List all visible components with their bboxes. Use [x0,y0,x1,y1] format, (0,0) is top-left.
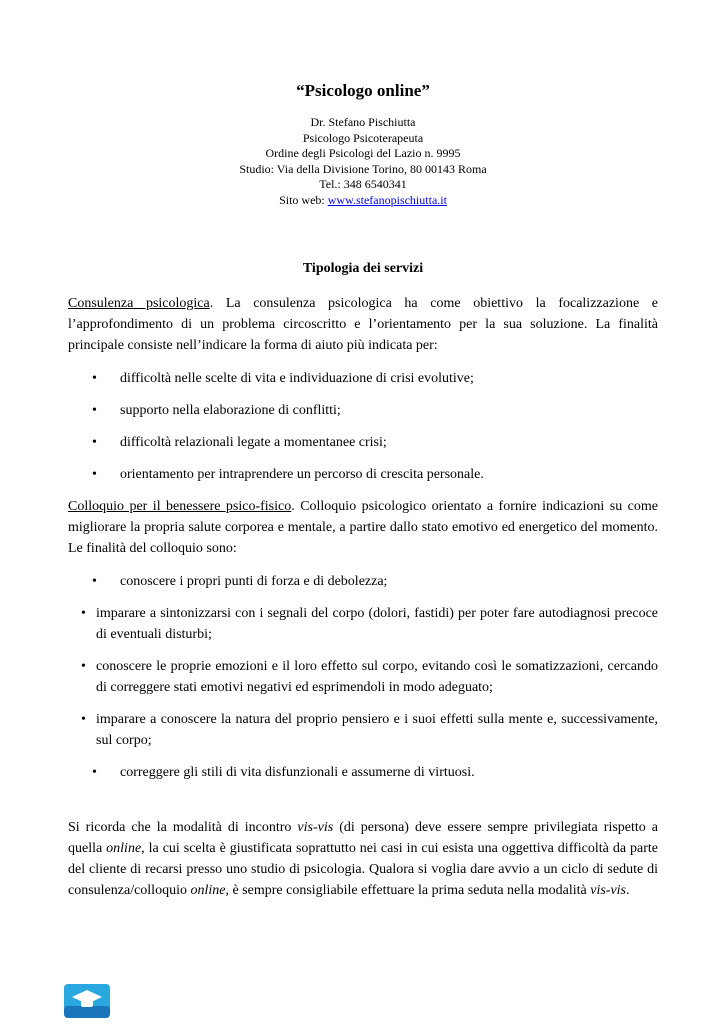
list-item-text: difficoltà nelle scelte di vita e individuazione di crisi evolutive; [120,371,474,386]
list-item [68,656,658,698]
list-item-text: supporto nella elaborazione di conflitti; [120,403,341,418]
list-item-text: conoscere le proprie emozioni e il loro effetto sul corpo, evitando così le somatizzazioni, cercando di correggere stati emotivi negativi ed esprimendoli in modo adeguato; [96,659,658,695]
paragraph-colloquio [68,496,658,559]
contact-role: Psicologo Psicoterapeuta [302,130,424,145]
website-label: Sito web: [279,192,328,207]
bullet-icon: • [92,574,97,589]
closing-italic-vis-vis: vis-vis [590,883,626,898]
list-item [68,603,658,645]
list-item-text: imparare a conoscere la natura del proprio pensiero e i suoi effetti sulla mente e, successivamente, sul corpo; [96,712,658,748]
list-item-text: orientamento per intraprendere un percorso di crescita personale. [120,467,484,482]
list-item-text: correggere gli stili di vita disfunzionali e assumerne di virtuosi. [120,765,475,780]
website-link[interactable]: www.stefanopischiutta.it [327,192,447,207]
list-item [68,432,658,453]
bullet-icon: • [81,659,86,674]
list-item [68,571,658,592]
contact-address: Studio: Via della Divisione Torino, 80 00143 Roma [239,161,487,176]
closing-text: (di persona) deve essere sempre privilegiata rispetto a quella [68,820,658,856]
bullet-icon: • [92,371,97,386]
contact-block [68,115,658,208]
closing-paragraph [68,817,658,901]
closing-italic-online: online [106,841,142,856]
closing-text: Si ricorda che la modalità di incontro [68,820,298,835]
paragraph-colloquio-text: . Colloquio psicologico orientato a fornire indicazioni su come migliorare la propria salute corporea e mentale, a partire dallo stato emotivo ed energetico del momento. Le finalità del colloquio sono: [68,499,658,556]
bullet-icon: • [92,765,97,780]
bullet-icon: • [92,403,97,418]
paragraph-consulenza-lead: Consulenza psicologica [68,296,210,311]
contact-name: Dr. Stefano Pischiutta [310,115,416,129]
colloquio-bullet-list [68,571,658,783]
services-section-title: Tipologia dei servizi [302,261,424,276]
closing-italic-vis-vis: vis-vis [297,820,334,835]
bullet-icon: • [81,606,86,621]
list-item [68,762,658,783]
list-item [68,368,658,389]
closing-text: , è sempre consigliabile effettuare la prima seduta nella modalità [225,883,591,898]
paragraph-consulenza [68,293,658,356]
contact-register-number: Ordine degli Psicologi del Lazio n. 9995 [265,146,461,160]
bullet-icon: • [92,467,97,482]
list-item [68,709,658,751]
list-item-text: imparare a sintonizzarsi con i segnali del corpo (dolori, fastidi) per poter fare autodiagnosi precoce di eventuali disturbi; [96,606,658,642]
list-item [68,464,658,485]
contact-website-row [68,193,658,209]
paragraph-colloquio-lead: Colloquio per il benessere psico-fisico [68,499,292,514]
bullet-icon: • [92,435,97,450]
list-item-text: conoscere i propri punti di forza e di debolezza; [120,574,388,589]
bullet-icon: • [81,712,86,727]
paragraph-consulenza-text: . La consulenza psicologica ha come obiettivo la focalizzazione e l’approfondimento di un problema circoscritto e l’orientamento per la sua soluzione. La finalità principale consiste nell’indicare la forma di aiuto più indicata per: [68,296,658,353]
closing-text: , la cui scelta è giustificata soprattutto nei casi in cui esista una oggettiva difficoltà da parte del cliente di recarsi presso uno studio di psicologia. Qualora si voglia dare avvio a un ciclo di sedute di consulenza/colloquio [68,841,658,898]
contact-phone: Tel.: 348 6540341 [319,177,407,191]
list-item-text: difficoltà relazionali legate a momentanee crisi; [120,435,387,450]
closing-italic-online: online [190,883,226,898]
closing-text: . [626,883,630,898]
footer-logo-icon [64,984,110,1018]
document-title: “Psicologo online” [296,81,430,100]
consulenza-bullet-list [68,368,658,485]
list-item [68,400,658,421]
